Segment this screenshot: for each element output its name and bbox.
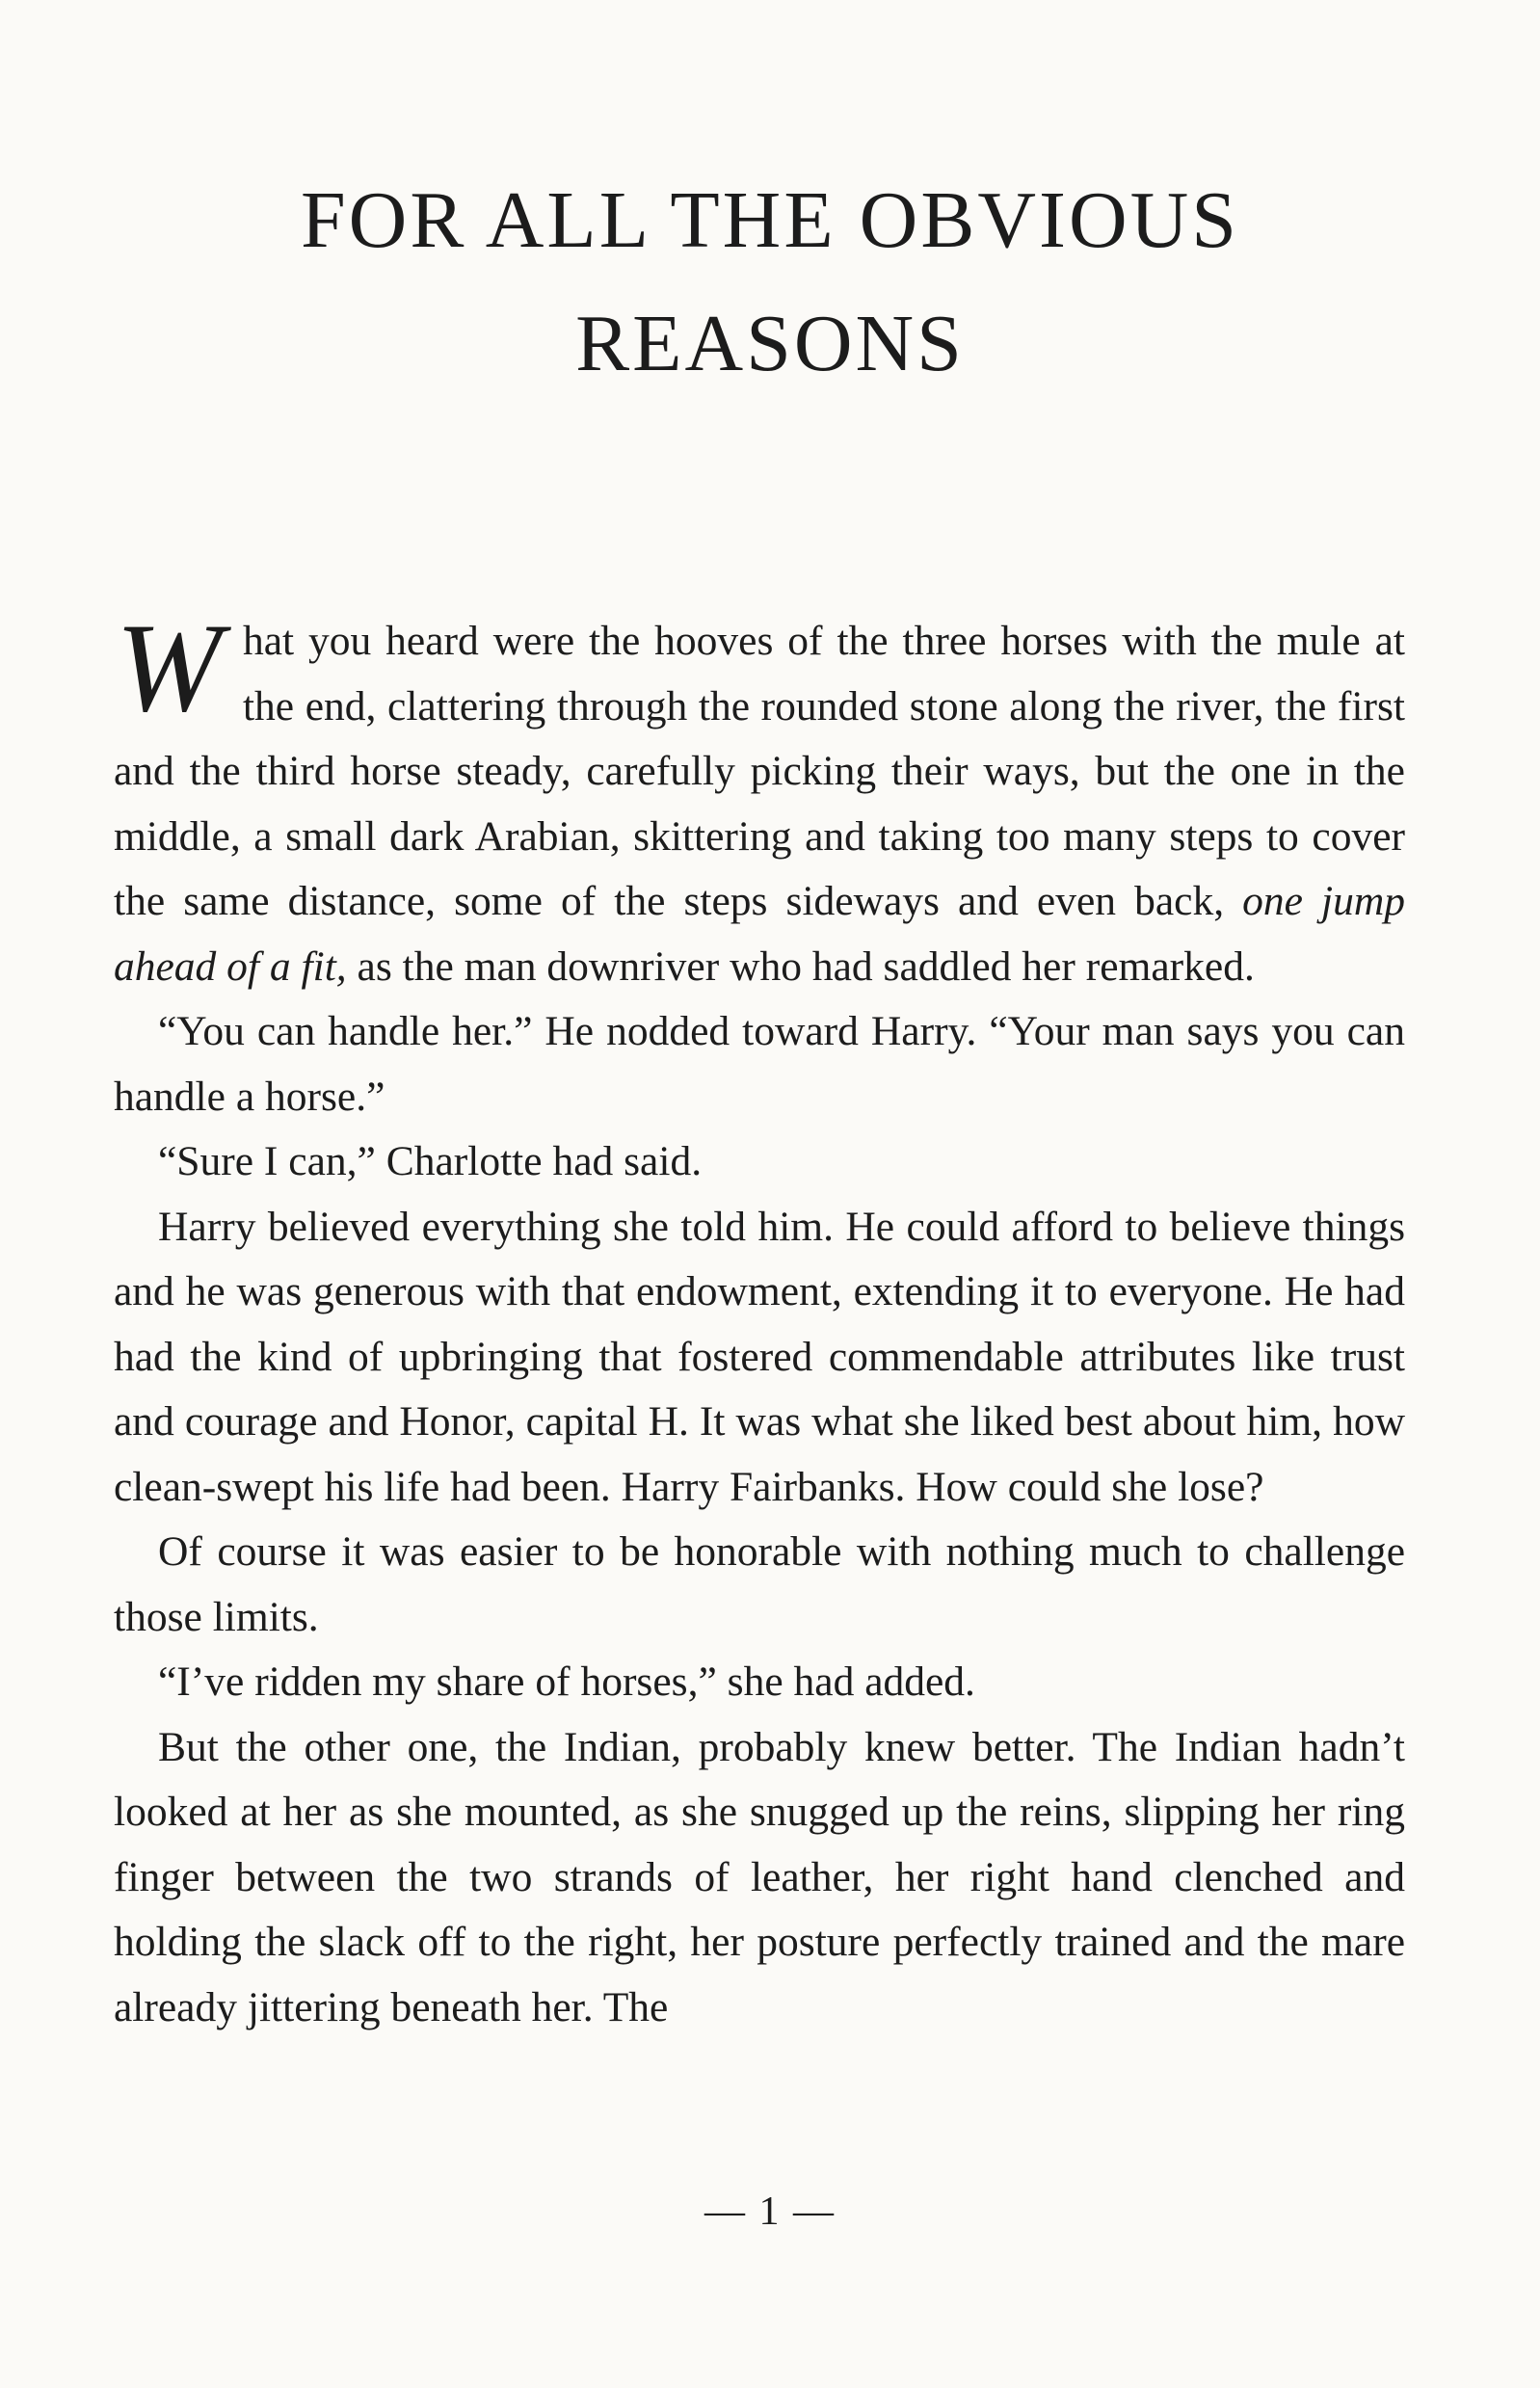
paragraph-1-text-a: hat you heard were the hooves of the three horses with the mule at the end, clattering through the rounded stone along the river, the first and the third horse steady, carefully picking their ways, but the one in the middle, a small dark Arabian, skittering and taking too many steps to cover the same distance, some of the steps sideways and even back, (114, 618, 1405, 924)
chapter-body (114, 597, 1405, 2040)
paragraph-3: “Sure I can,” Charlotte had said. (158, 1138, 703, 1184)
paragraph-5: Of course it was easier to be honorable with nothing much to challenge those limits. (114, 1528, 1405, 1640)
paragraph-1 (114, 597, 1405, 999)
paragraph-7: But the other one, the Indian, probably knew better. The Indian hadn’t looked at her as she mounted, as she snugged up the reins, slipping her ring finger between the two strands of leather, her right hand clenched and holding the slack off to the right, her posture perfectly trained and the mare already jittering beneath her. The (114, 1723, 1405, 2030)
chapter-title-line-2: REASONS (575, 299, 965, 388)
paragraph-2: “You can handle her.” He nodded toward Harry. “Your man says you can handle a horse.” (114, 1008, 1405, 1120)
paragraph-6: “I’ve ridden my share of horses,” she had added. (158, 1658, 975, 1705)
drop-cap: W (116, 597, 222, 738)
chapter-title (0, 159, 1540, 406)
paragraph-1-italic: one jump ahead of a fit, (114, 878, 1405, 990)
page-number: — 1 — (704, 2189, 836, 2234)
paragraph-1-text-b: as the man downriver who had saddled her remarked. (346, 942, 1255, 990)
paragraph-4: Harry believed everything she told him. He could afford to believe things and he was generous with that endowment, extending it to everyone. He had had the kind of upbringing that fostered commendable attributes like trust and courage and Honor, capital H. It was what she liked best about him, how clean-swept his life had been. Harry Fairbanks. How could she lose? (114, 1203, 1405, 1510)
chapter-title-line-1: FOR ALL THE OBVIOUS (300, 175, 1240, 265)
